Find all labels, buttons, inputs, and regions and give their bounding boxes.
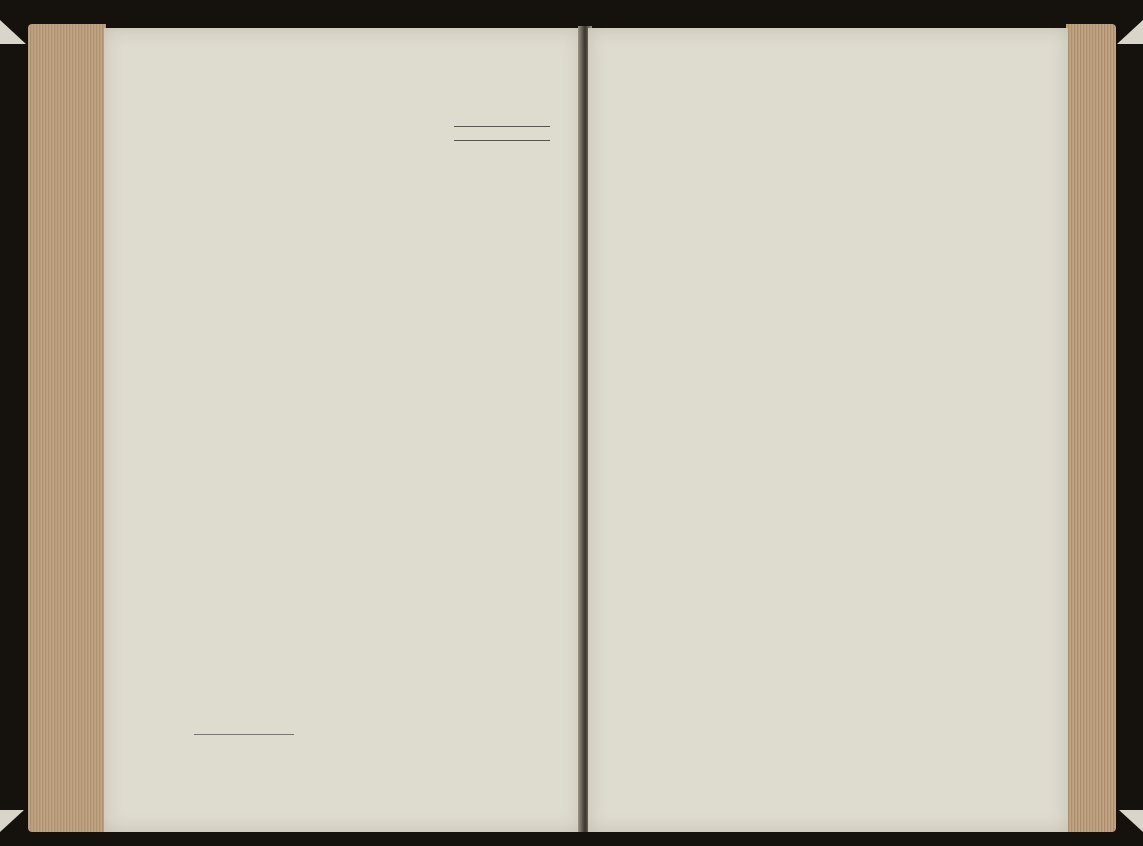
photo-corner-top-right bbox=[1117, 20, 1143, 44]
endemic-plants-table bbox=[170, 100, 560, 156]
total-rule bbox=[454, 140, 550, 141]
book-page-edges-right bbox=[1066, 24, 1116, 832]
photo-corner-bottom-left bbox=[0, 810, 24, 832]
photo-corner-bottom-right bbox=[1119, 810, 1143, 832]
book-page-edges-left bbox=[28, 24, 106, 832]
subtotal-rule bbox=[454, 126, 550, 127]
right-page bbox=[588, 28, 1068, 832]
photo-corner-top-left bbox=[0, 20, 26, 44]
left-page bbox=[104, 28, 582, 832]
sum-row bbox=[170, 143, 560, 156]
footnote-rule bbox=[194, 734, 294, 735]
